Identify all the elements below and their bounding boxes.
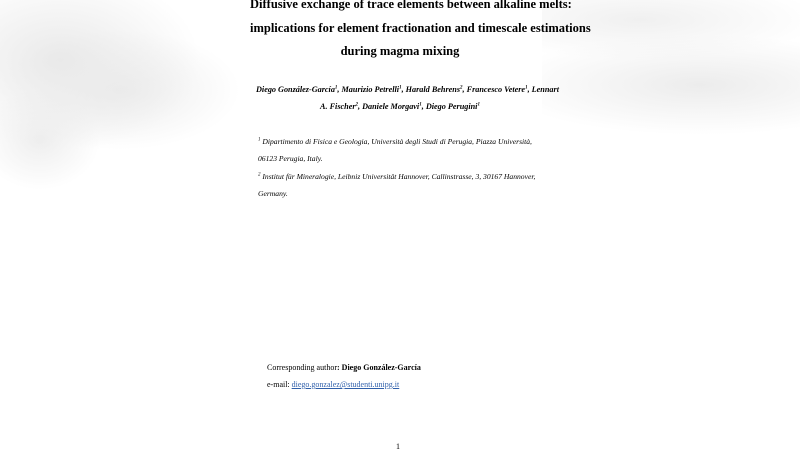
author: Lennart [531,85,559,94]
author: Daniele Morgavi [362,102,420,111]
author: A. Fischer [320,102,356,111]
affiliation-2: $^2$ Institut für Mineralogie, Leibniz Universität Hannover, Callinstrasse, 3, 30167 Hannover, [258,172,536,181]
authors-line-1: Diego González-García$^1$, Maurizio Petrelli$^1$, Harald Behrens$^2$, Francesco Vetere$^1$, Lennart [256,85,559,94]
affiliation-2-cont: Germany. [258,189,288,198]
author: Diego González-García [256,85,335,94]
affiliation-1: $^1$ Dipartimento di Fisica e Geologia, Università degli Studi di Perugia, Piazza Università, [258,137,532,146]
authors-line-2: A. Fischer$^2$, Daniele Morgavi$^1$, Diego Perugini$^1$ [320,102,480,111]
author: Harald Behrens [405,85,461,94]
author: Diego Perugini [425,102,478,111]
author: Francesco Vetere [466,85,526,94]
corresponding-author-name: Diego González-García [341,363,421,372]
email-link[interactable]: diego.gonzalez@studenti.unipg.it [291,380,400,389]
email-line: e-mail: diego.gonzalez@studenti.unipg.it [267,380,400,389]
corresponding-author: Corresponding author: Diego González-García [267,363,421,372]
title-line-1: Diffusive exchange of trace elements between alkaline melts: [250,0,572,11]
title-line-3: during magma mixing [340,44,460,58]
title-line-2: implications for element fractionation and timescale estimations [250,21,591,35]
author: Maurizio Petrelli [341,85,400,94]
affiliation-1-cont: 06123 Perugia, Italy. [258,154,323,163]
page-number: 1 [396,442,400,451]
